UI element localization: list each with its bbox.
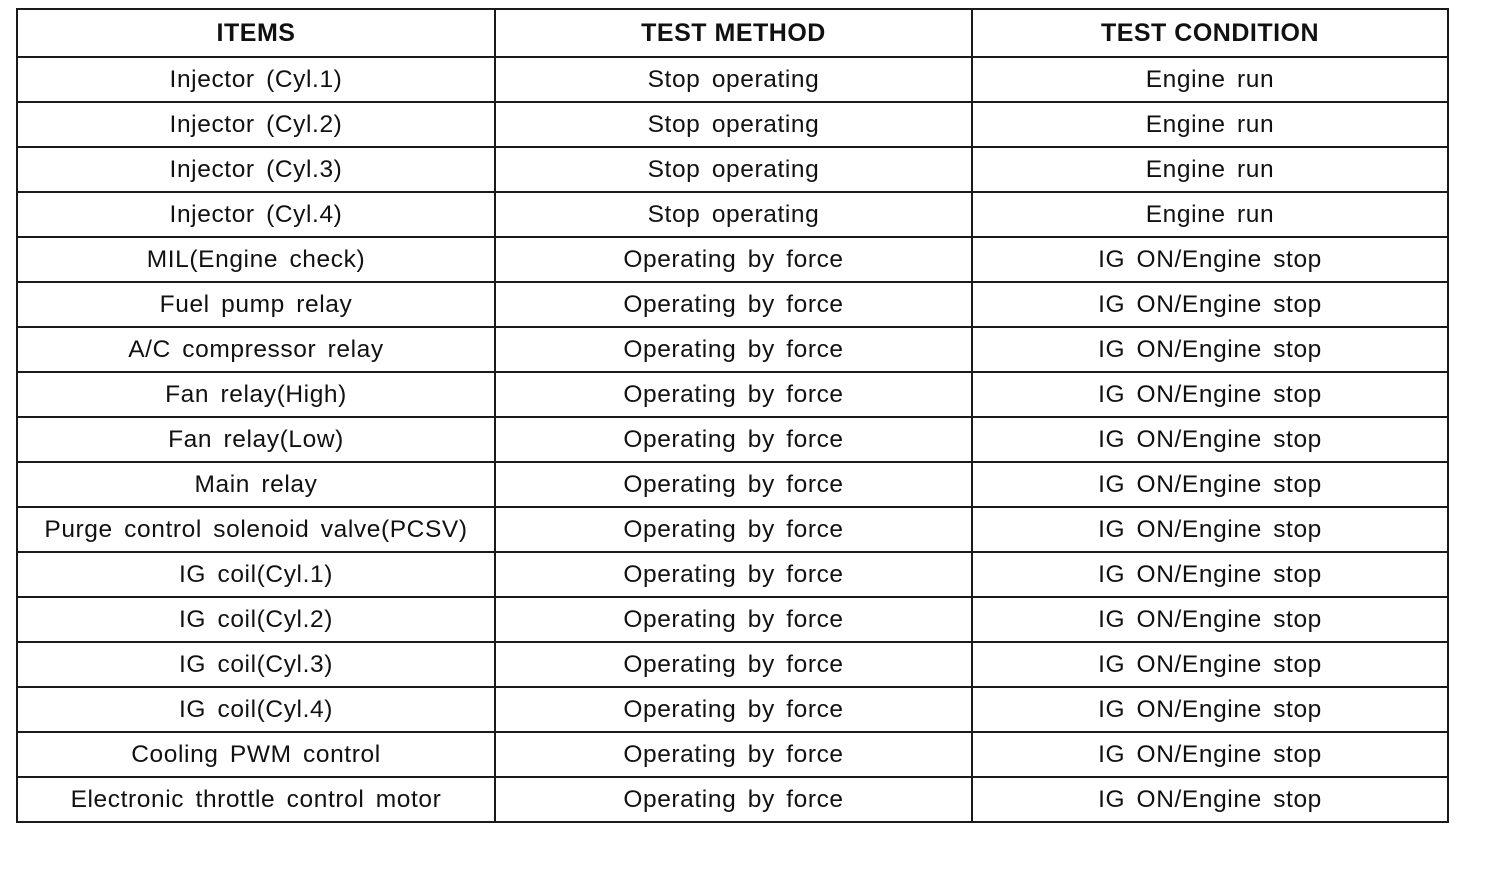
cell-test-condition: Engine run [972,192,1448,237]
header-items: ITEMS [17,9,495,57]
cell-test-method: Operating by force [495,507,972,552]
cell-item: Electronic throttle control motor [17,777,495,822]
cell-item: Cooling PWM control [17,732,495,777]
cell-item: Fan relay(Low) [17,417,495,462]
cell-test-condition: IG ON/Engine stop [972,462,1448,507]
table-row [17,417,1448,462]
cell-item: IG coil(Cyl.4) [17,687,495,732]
cell-test-method: Operating by force [495,327,972,372]
cell-test-method: Operating by force [495,372,972,417]
cell-item: IG coil(Cyl.1) [17,552,495,597]
table-row [17,147,1448,192]
cell-test-condition: IG ON/Engine stop [972,732,1448,777]
table-row [17,507,1448,552]
cell-test-condition: IG ON/Engine stop [972,282,1448,327]
cell-test-method: Operating by force [495,777,972,822]
cell-item: IG coil(Cyl.2) [17,597,495,642]
cell-item: Purge control solenoid valve(PCSV) [17,507,495,552]
cell-item: A/C compressor relay [17,327,495,372]
header-test-condition: TEST CONDITION [972,9,1448,57]
cell-test-condition: IG ON/Engine stop [972,327,1448,372]
cell-test-method: Operating by force [495,417,972,462]
table-header [17,9,1448,57]
cell-test-method: Operating by force [495,462,972,507]
cell-test-method: Operating by force [495,282,972,327]
cell-test-condition: Engine run [972,102,1448,147]
cell-item: Fuel pump relay [17,282,495,327]
cell-test-method: Operating by force [495,597,972,642]
cell-test-condition: IG ON/Engine stop [972,417,1448,462]
cell-item: Fan relay(High) [17,372,495,417]
cell-test-method: Stop operating [495,192,972,237]
cell-test-condition: IG ON/Engine stop [972,372,1448,417]
table-row [17,597,1448,642]
cell-item: Injector (Cyl.1) [17,57,495,102]
cell-test-method: Stop operating [495,147,972,192]
cell-item: Main relay [17,462,495,507]
cell-test-method: Operating by force [495,732,972,777]
cell-test-method: Stop operating [495,57,972,102]
table-row [17,282,1448,327]
cell-item: IG coil(Cyl.3) [17,642,495,687]
cell-item: Injector (Cyl.2) [17,102,495,147]
cell-test-condition: IG ON/Engine stop [972,507,1448,552]
table-row [17,192,1448,237]
table-body [17,57,1448,822]
table-row [17,462,1448,507]
cell-test-method: Operating by force [495,642,972,687]
cell-test-condition: IG ON/Engine stop [972,552,1448,597]
table-row [17,102,1448,147]
cell-test-condition: IG ON/Engine stop [972,237,1448,282]
table-row [17,57,1448,102]
table-row [17,327,1448,372]
cell-test-method: Operating by force [495,237,972,282]
actuation-test-table [16,8,1449,823]
table-row [17,687,1448,732]
header-test-method: TEST METHOD [495,9,972,57]
cell-test-method: Operating by force [495,687,972,732]
table-row [17,777,1448,822]
table-row [17,552,1448,597]
cell-test-condition: IG ON/Engine stop [972,777,1448,822]
table-row [17,372,1448,417]
cell-item: MIL(Engine check) [17,237,495,282]
cell-test-condition: Engine run [972,57,1448,102]
table-row [17,732,1448,777]
cell-test-condition: Engine run [972,147,1448,192]
table-row [17,237,1448,282]
cell-item: Injector (Cyl.3) [17,147,495,192]
cell-test-condition: IG ON/Engine stop [972,687,1448,732]
cell-test-condition: IG ON/Engine stop [972,597,1448,642]
actuation-test-sheet [16,8,1447,823]
cell-item: Injector (Cyl.4) [17,192,495,237]
header-row [17,9,1448,57]
cell-test-method: Operating by force [495,552,972,597]
cell-test-condition: IG ON/Engine stop [972,642,1448,687]
table-row [17,642,1448,687]
cell-test-method: Stop operating [495,102,972,147]
